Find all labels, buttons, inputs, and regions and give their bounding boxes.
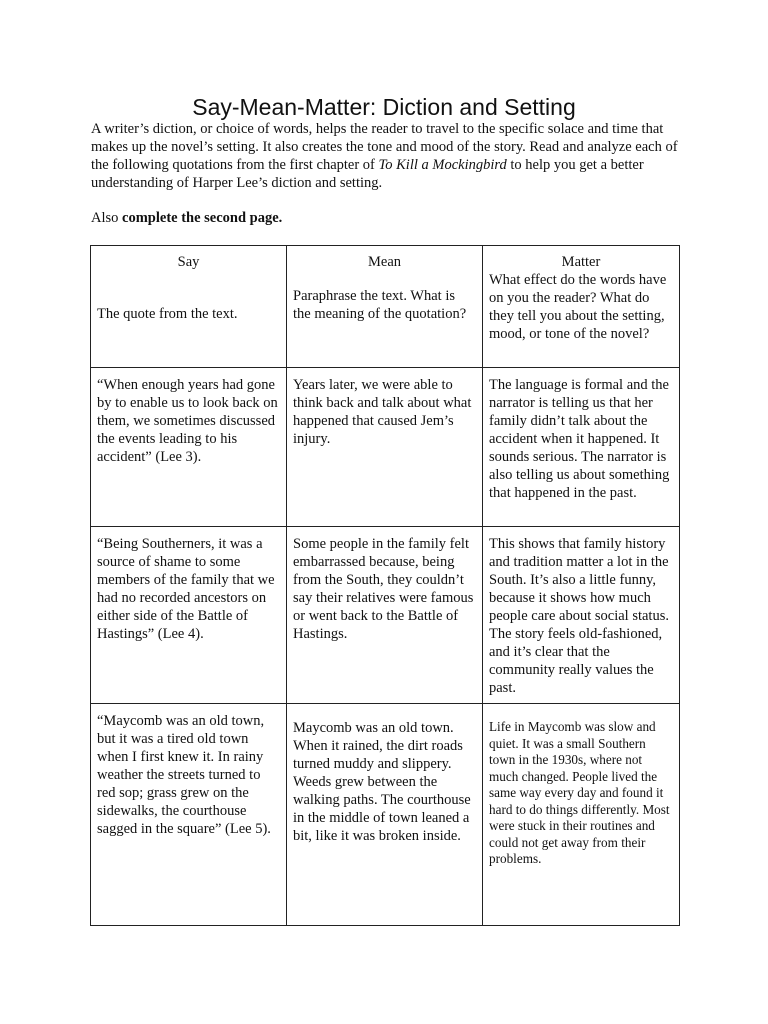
say-mean-matter-table	[90, 245, 680, 926]
table-row	[91, 527, 680, 704]
intro-text-start: A writer’s diction, or choice of words, helps the reader to travel to the specific solace and time that makes up the novel’s setting. It also creates the tone and mood of the story. Read and analyze each of the following quotations from the first chapter of	[91, 121, 678, 173]
mean-cell: Some people in the family felt embarrassed because, being from the South, they couldn’t say their relatives were famous or went back to the Battle of Hastings.	[287, 527, 483, 704]
page-title: Say-Mean-Matter: Diction and Setting	[192, 94, 576, 120]
mean-cell: Years later, we were able to think back and talk about what happened that caused Jem’s injury.	[287, 368, 483, 527]
header-matter-subtitle: What effect do the words have on you the reader? What do they tell you about the setting, mood, or tone of the novel?	[489, 272, 667, 342]
say-cell: “Being Southerners, it was a source of shame to some members of the family that we had no recorded ancestors on either side of the Battle of Hastings” (Lee 4).	[91, 527, 287, 704]
instruction-prefix: Also	[91, 210, 123, 226]
intro-text	[91, 120, 681, 192]
matter-cell	[483, 704, 680, 926]
table-header-row	[91, 246, 680, 368]
header-matter	[483, 246, 680, 368]
matter-cell: This shows that family history and tradition matter a lot in the South. It’s also a little funny, because it shows how much people care about social status. The story feels old-fashioned, and it’s clear that the community really values the past.	[483, 527, 680, 704]
matter-cell: The language is formal and the narrator is telling us that her family didn’t talk about the accident when it happened. It sounds serious. The narrator is also telling us about something that happened in the past.	[483, 368, 680, 527]
say-cell: “When enough years had gone by to enable us to look back on them, we sometimes discussed the events leading to his accident” (Lee 3).	[91, 368, 287, 527]
say-cell: “Maycomb was an old town, but it was a tired old town when I first knew it. In rainy weather the streets turned to red sop; grass grew on the sidewalks, the courthouse sagged in the square” (Lee 5).	[91, 704, 287, 926]
header-matter-title: Matter	[561, 254, 601, 270]
mean-cell	[287, 704, 483, 926]
header-say-title: Say	[177, 254, 200, 270]
header-mean	[287, 246, 483, 368]
matter-cell-text: Life in Maycomb was slow and quiet. It was a small Southern town in the 1930s, where not much changed. People lived the same way every day and found it hard to do things differently. Most were stuck in their routines and could not get away from their problems.	[489, 719, 670, 866]
instruction-line	[91, 209, 282, 227]
intro-text-end: to help you get a better understanding of Harper Lee’s diction and setting.	[91, 157, 644, 191]
table-row	[91, 368, 680, 527]
header-mean-subtitle: Paraphrase the text. What is the meaning of the quotation?	[293, 288, 467, 322]
header-mean-title: Mean	[367, 254, 401, 270]
intro-paragraph	[91, 120, 681, 192]
instruction-bold: complete the second page.	[122, 210, 283, 226]
header-say	[91, 246, 287, 368]
mean-cell-text: Maycomb was an old town. When it rained, the dirt roads turned muddy and slippery. Weeds grew between the walking paths. The courthouse in the middle of town leaned a bit, like it was broken inside.	[293, 720, 471, 844]
table-row	[91, 704, 680, 926]
header-say-subtitle: The quote from the text.	[97, 306, 238, 322]
book-title: To Kill a Mockingbird	[378, 157, 507, 173]
